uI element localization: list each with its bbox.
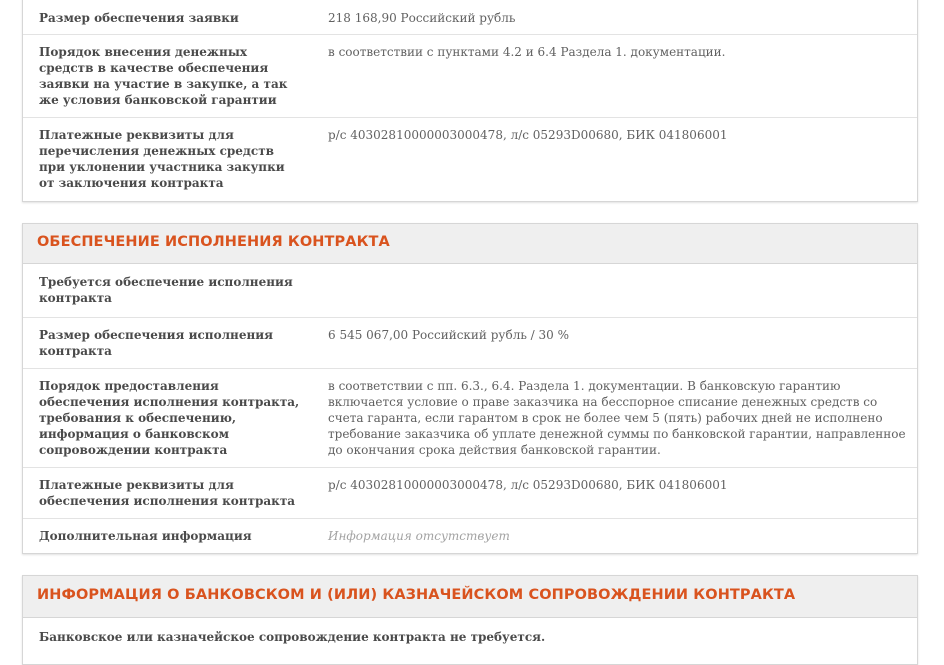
- field-label: Платежные реквизиты для обеспечения исполнения контракта: [39, 478, 296, 508]
- bank-support-panel: [22, 575, 918, 665]
- field-value: 6 545 067,00 Российский рубль / 30 %: [328, 328, 570, 342]
- field-label: Порядок предоставления обеспечения исполнения контракта, требования к обеспечению, информация о банковском сопровождении контракта: [39, 379, 300, 457]
- table-row: [23, 318, 917, 369]
- field-value: в соответствии с пунктами 4.2 и 6.4 Раздела 1. документации.: [328, 45, 726, 59]
- table-row: [23, 35, 917, 118]
- field-label: Размер обеспечения заявки: [39, 11, 239, 25]
- field-value: р/с 40302810000003000478, л/с 05293D00680, БИК 041806001: [328, 128, 728, 142]
- bank-support-text: Банковское или казначейское сопровождение контракта не требуется.: [39, 630, 546, 644]
- field-label: Размер обеспечения исполнения контракта: [39, 328, 274, 358]
- field-label: Требуется обеспечение исполнения контракта: [39, 275, 293, 305]
- field-value: 218 168,90 Российский рубль: [328, 11, 516, 25]
- section-title: ИНФОРМАЦИЯ О БАНКОВСКОМ И (ИЛИ) КАЗНАЧЕЙСКОМ СОПРОВОЖДЕНИИ КОНТРАКТА: [23, 576, 917, 618]
- contract-security-panel: [22, 223, 918, 554]
- section-title: ОБЕСПЕЧЕНИЕ ИСПОЛНЕНИЯ КОНТРАКТА: [23, 224, 917, 264]
- field-label: Дополнительная информация: [39, 529, 252, 543]
- table-row: [23, 118, 917, 200]
- field-value-empty: Информация отсутствует: [328, 529, 510, 543]
- bid-security-panel: [22, 0, 918, 202]
- field-label: Порядок внесения денежных средств в качестве обеспечения заявки на участие в закупке, а так же условия банковской гарантии: [39, 45, 288, 107]
- field-value: р/с 40302810000003000478, л/с 05293D00680, БИК 041806001: [328, 478, 728, 492]
- table-row: [23, 519, 917, 553]
- field-label: Платежные реквизиты для перечисления денежных средств при уклонении участника закупки от заключения контракта: [39, 128, 285, 190]
- table-row: [23, 0, 917, 35]
- table-row: [23, 264, 917, 318]
- table-row: [23, 468, 917, 519]
- table-row: [23, 369, 917, 468]
- table-row: [23, 618, 917, 658]
- field-value: в соответствии с пп. 6.3., 6.4. Раздела 1. документации. В банковскую гарантию включается условие о праве заказчика на бесспорное списание денежных средств со счета гаранта, если гарантом в срок не более чем 5 (пять) рабочих дней не исполнено требование заказчика об уплате денежной суммы по банковской гарантии, направленное до окончания срока действия банковской гарантии.: [328, 379, 906, 457]
